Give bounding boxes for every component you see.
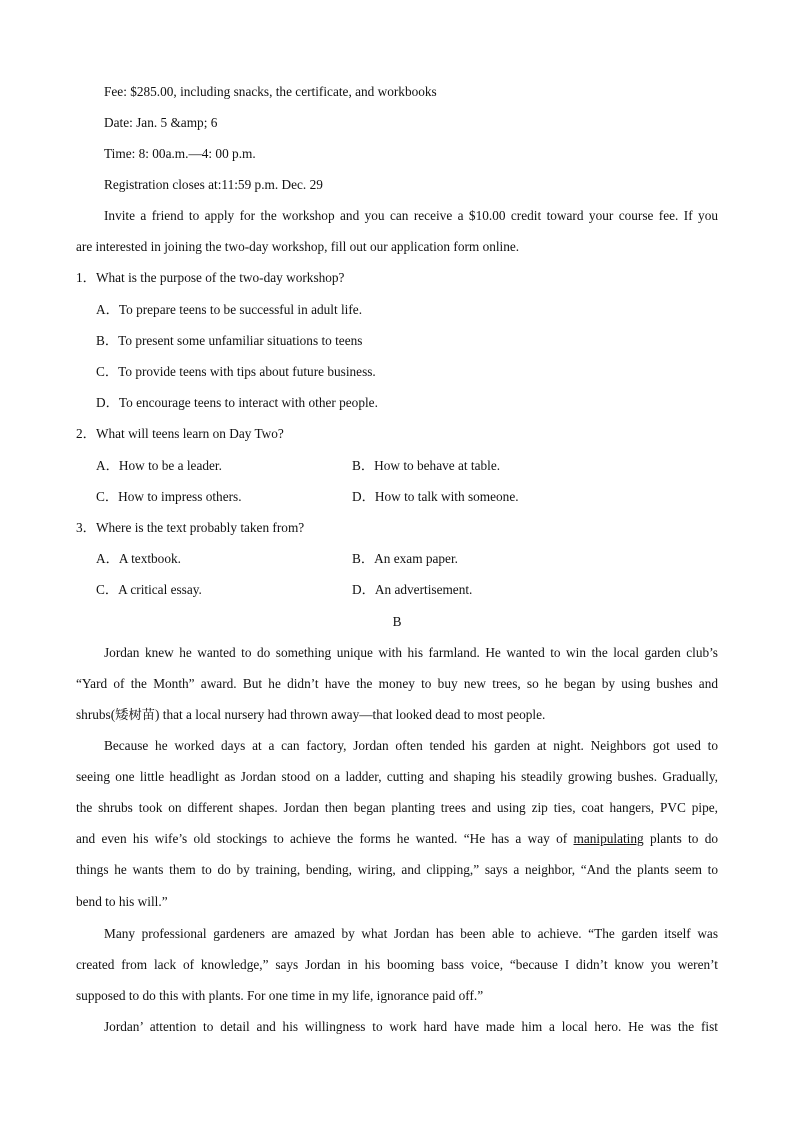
paragraph-2-line-3: the shrubs took on different shapes. Jordan then began planting trees and using zip ties, coat hangers, PVC pipe,: [76, 800, 718, 815]
registration-line: Registration closes at:11:59 p.m. Dec. 29: [104, 177, 323, 192]
paragraph-2-line-1: Because he worked days at a can factory, Jordan often tended his garden at night. Neighbors got used to: [104, 738, 718, 753]
paragraph-3-line-2: created from lack of knowledge,” says Jordan in his booming bass voice, “because I didn’t know you weren’t: [76, 957, 718, 972]
question-3-stem: 3．Where is the text probably taken from?: [76, 520, 305, 535]
question-1-option-c: C．To provide teens with tips about future business.: [96, 364, 376, 379]
paragraph-2-line-4-before: and even his wife’s old stockings to achieve the forms he wanted. “He has a way of: [76, 831, 568, 846]
question-2-option-a: A．How to be a leader.: [96, 458, 222, 473]
question-1-stem: 1．What is the purpose of the two-day workshop?: [76, 270, 345, 285]
paragraph-1-line-3: shrubs(矮树苗) that a local nursery had thrown away—that looked dead to most people.: [76, 707, 546, 722]
question-1-option-a: A．To prepare teens to be successful in adult life.: [96, 302, 363, 317]
question-3-option-a: A．A textbook.: [96, 551, 181, 566]
invite-line-2: are interested in joining the two-day workshop, fill out our application form online.: [76, 239, 520, 254]
question-1-option-b: B．To present some unfamiliar situations to teens: [96, 333, 363, 348]
underlined-word-manipulating: manipulating: [573, 831, 644, 846]
paragraph-3-line-3: supposed to do this with plants. For one time in my life, ignorance paid off.”: [76, 988, 484, 1003]
paragraph-3-line-1: Many professional gardeners are amazed by what Jordan has been able to achieve. “The garden itself was: [104, 926, 718, 941]
paragraph-2-line-2: seeing one little headlight as Jordan stood on a ladder, cutting and shaping his steadily growing bushes. Gradually,: [76, 769, 718, 784]
invite-line-1: Invite a friend to apply for the workshop and you can receive a $10.00 credit toward your course fee. If you: [104, 208, 718, 223]
fee-line: Fee: $285.00, including snacks, the certificate, and workbooks: [104, 84, 437, 99]
question-3-option-b: B．An exam paper.: [352, 551, 458, 566]
question-3-option-c: C．A critical essay.: [96, 582, 202, 597]
paragraph-2-line-5: things he wants them to do by training, bending, wiring, and clipping,” says a neighbor, “And the plants seem to: [76, 862, 718, 877]
paragraph-2-line-4-after: plants to do: [649, 831, 718, 846]
date-line: Date: Jan. 5 &amp; 6: [104, 115, 218, 130]
paragraph-4-line-1: Jordan’ attention to detail and his willingness to work hard have made him a local hero. He was the fist: [104, 1019, 718, 1034]
question-3-option-d: D．An advertisement.: [352, 582, 473, 597]
question-2-stem: 2．What will teens learn on Day Two?: [76, 426, 284, 441]
paragraph-1-line-1: Jordan knew he wanted to do something unique with his farmland. He wanted to win the local garden club’s: [104, 645, 718, 660]
paragraph-2-line-6: bend to his will.”: [76, 894, 168, 909]
question-2-option-c: C．How to impress others.: [96, 489, 242, 504]
section-b-heading: B: [392, 614, 402, 629]
question-1-option-d: D．To encourage teens to interact with other people.: [96, 395, 378, 410]
question-2-option-d: D．How to talk with someone.: [352, 489, 519, 504]
time-line: Time: 8: 00a.m.—4: 00 p.m.: [104, 146, 256, 161]
paragraph-2-line-4: [76, 830, 718, 848]
question-2-option-b: B．How to behave at table.: [352, 458, 501, 473]
paragraph-1-line-2: “Yard of the Month” award. But he didn’t have the money to buy new trees, so he began by using bushes and: [76, 676, 718, 691]
